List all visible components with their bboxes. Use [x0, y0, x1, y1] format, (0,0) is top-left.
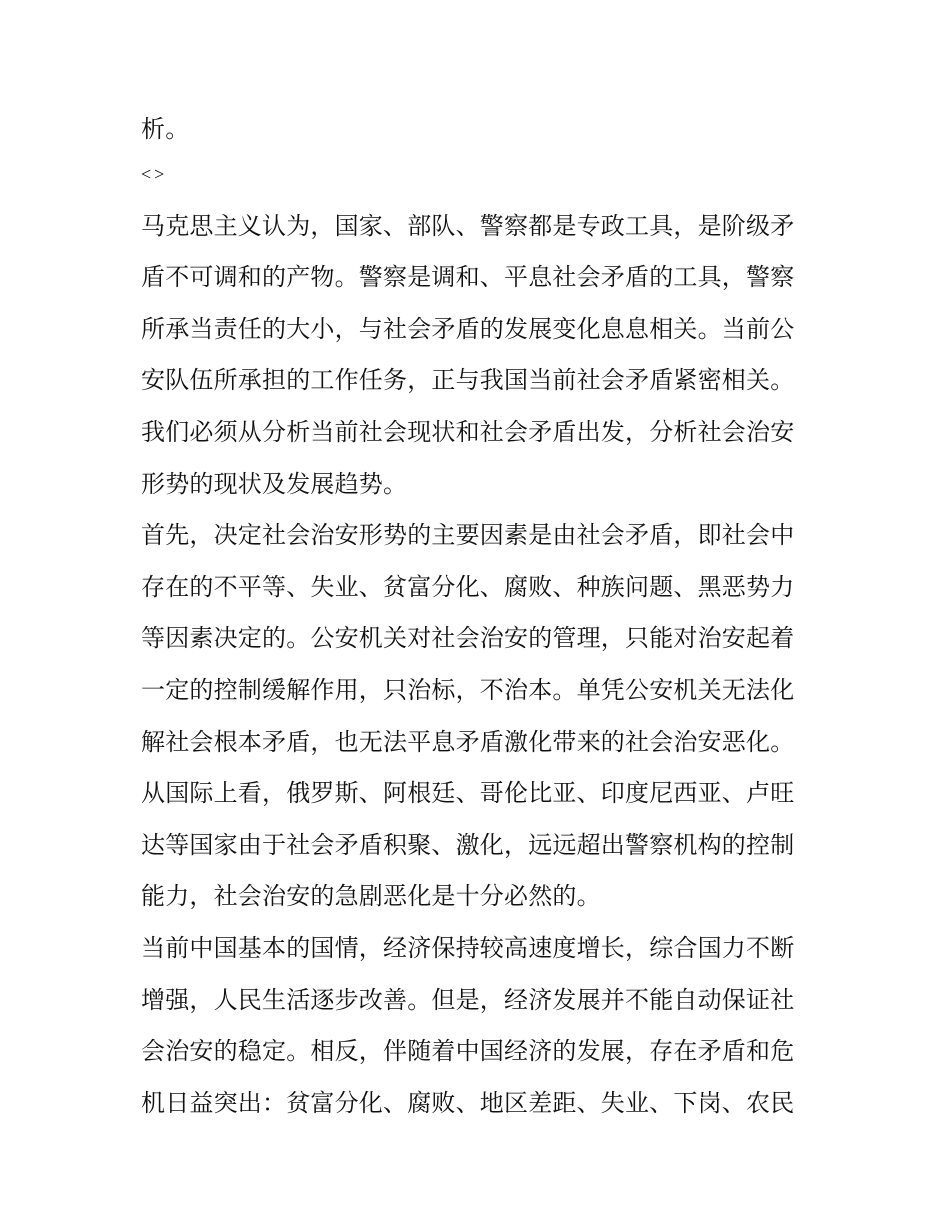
text-line: 当前中国基本的国情，经济保持较高速度增长，综合国力不断: [141, 933, 795, 962]
body-text: [141, 104, 821, 1129]
text-line: 我们必须从分析当前社会现状和社会矛盾出发，分析社会治安: [141, 417, 795, 446]
text-line: 盾不可调和的产物。警察是调和、平息社会矛盾的工具，警察: [141, 263, 795, 292]
text-line: 一定的控制缓解作用，只治标，不治本。单凭公安机关无法化: [141, 675, 795, 704]
text-line: 马克思主义认为，国家、部队、警察都是专政工具，是阶级矛: [141, 211, 795, 240]
text-line: <>: [141, 163, 168, 184]
text-line: 能力，社会治安的急剧恶化是十分必然的。: [141, 882, 601, 911]
text-line: 达等国家由于社会矛盾积聚、激化，远远超出警察机构的控制: [141, 830, 795, 859]
text-line: 首先，决定社会治安形势的主要因素是由社会矛盾，即社会中: [141, 521, 795, 550]
text-line: 所承当责任的大小，与社会矛盾的发展变化息息相关。当前公: [141, 314, 795, 343]
text-line: 增强，人民生活逐步改善。但是，经济发展并不能自动保证社: [141, 985, 795, 1014]
text-line: 安队伍所承担的工作任务，正与我国当前社会矛盾紧密相关。: [141, 366, 795, 395]
text-line: 机日益突出：贫富分化、腐败、地区差距、失业、下岗、农民: [141, 1088, 795, 1117]
text-line: 存在的不平等、失业、贫富分化、腐败、种族问题、黑恶势力: [141, 572, 795, 601]
text-line: 解社会根本矛盾，也无法平息矛盾激化带来的社会治安恶化。: [141, 727, 795, 756]
text-line: 从国际上看，俄罗斯、阿根廷、哥伦比亚、印度尼西亚、卢旺: [141, 779, 795, 808]
text-line: 会治安的稳定。相反，伴随着中国经济的发展，存在矛盾和危: [141, 1037, 795, 1066]
text-line: 等因素决定的。公安机关对社会治安的管理，只能对治安起着: [141, 624, 795, 653]
text-line: 析。: [141, 115, 190, 143]
text-line: 形势的现状及发展趋势。: [141, 469, 408, 498]
